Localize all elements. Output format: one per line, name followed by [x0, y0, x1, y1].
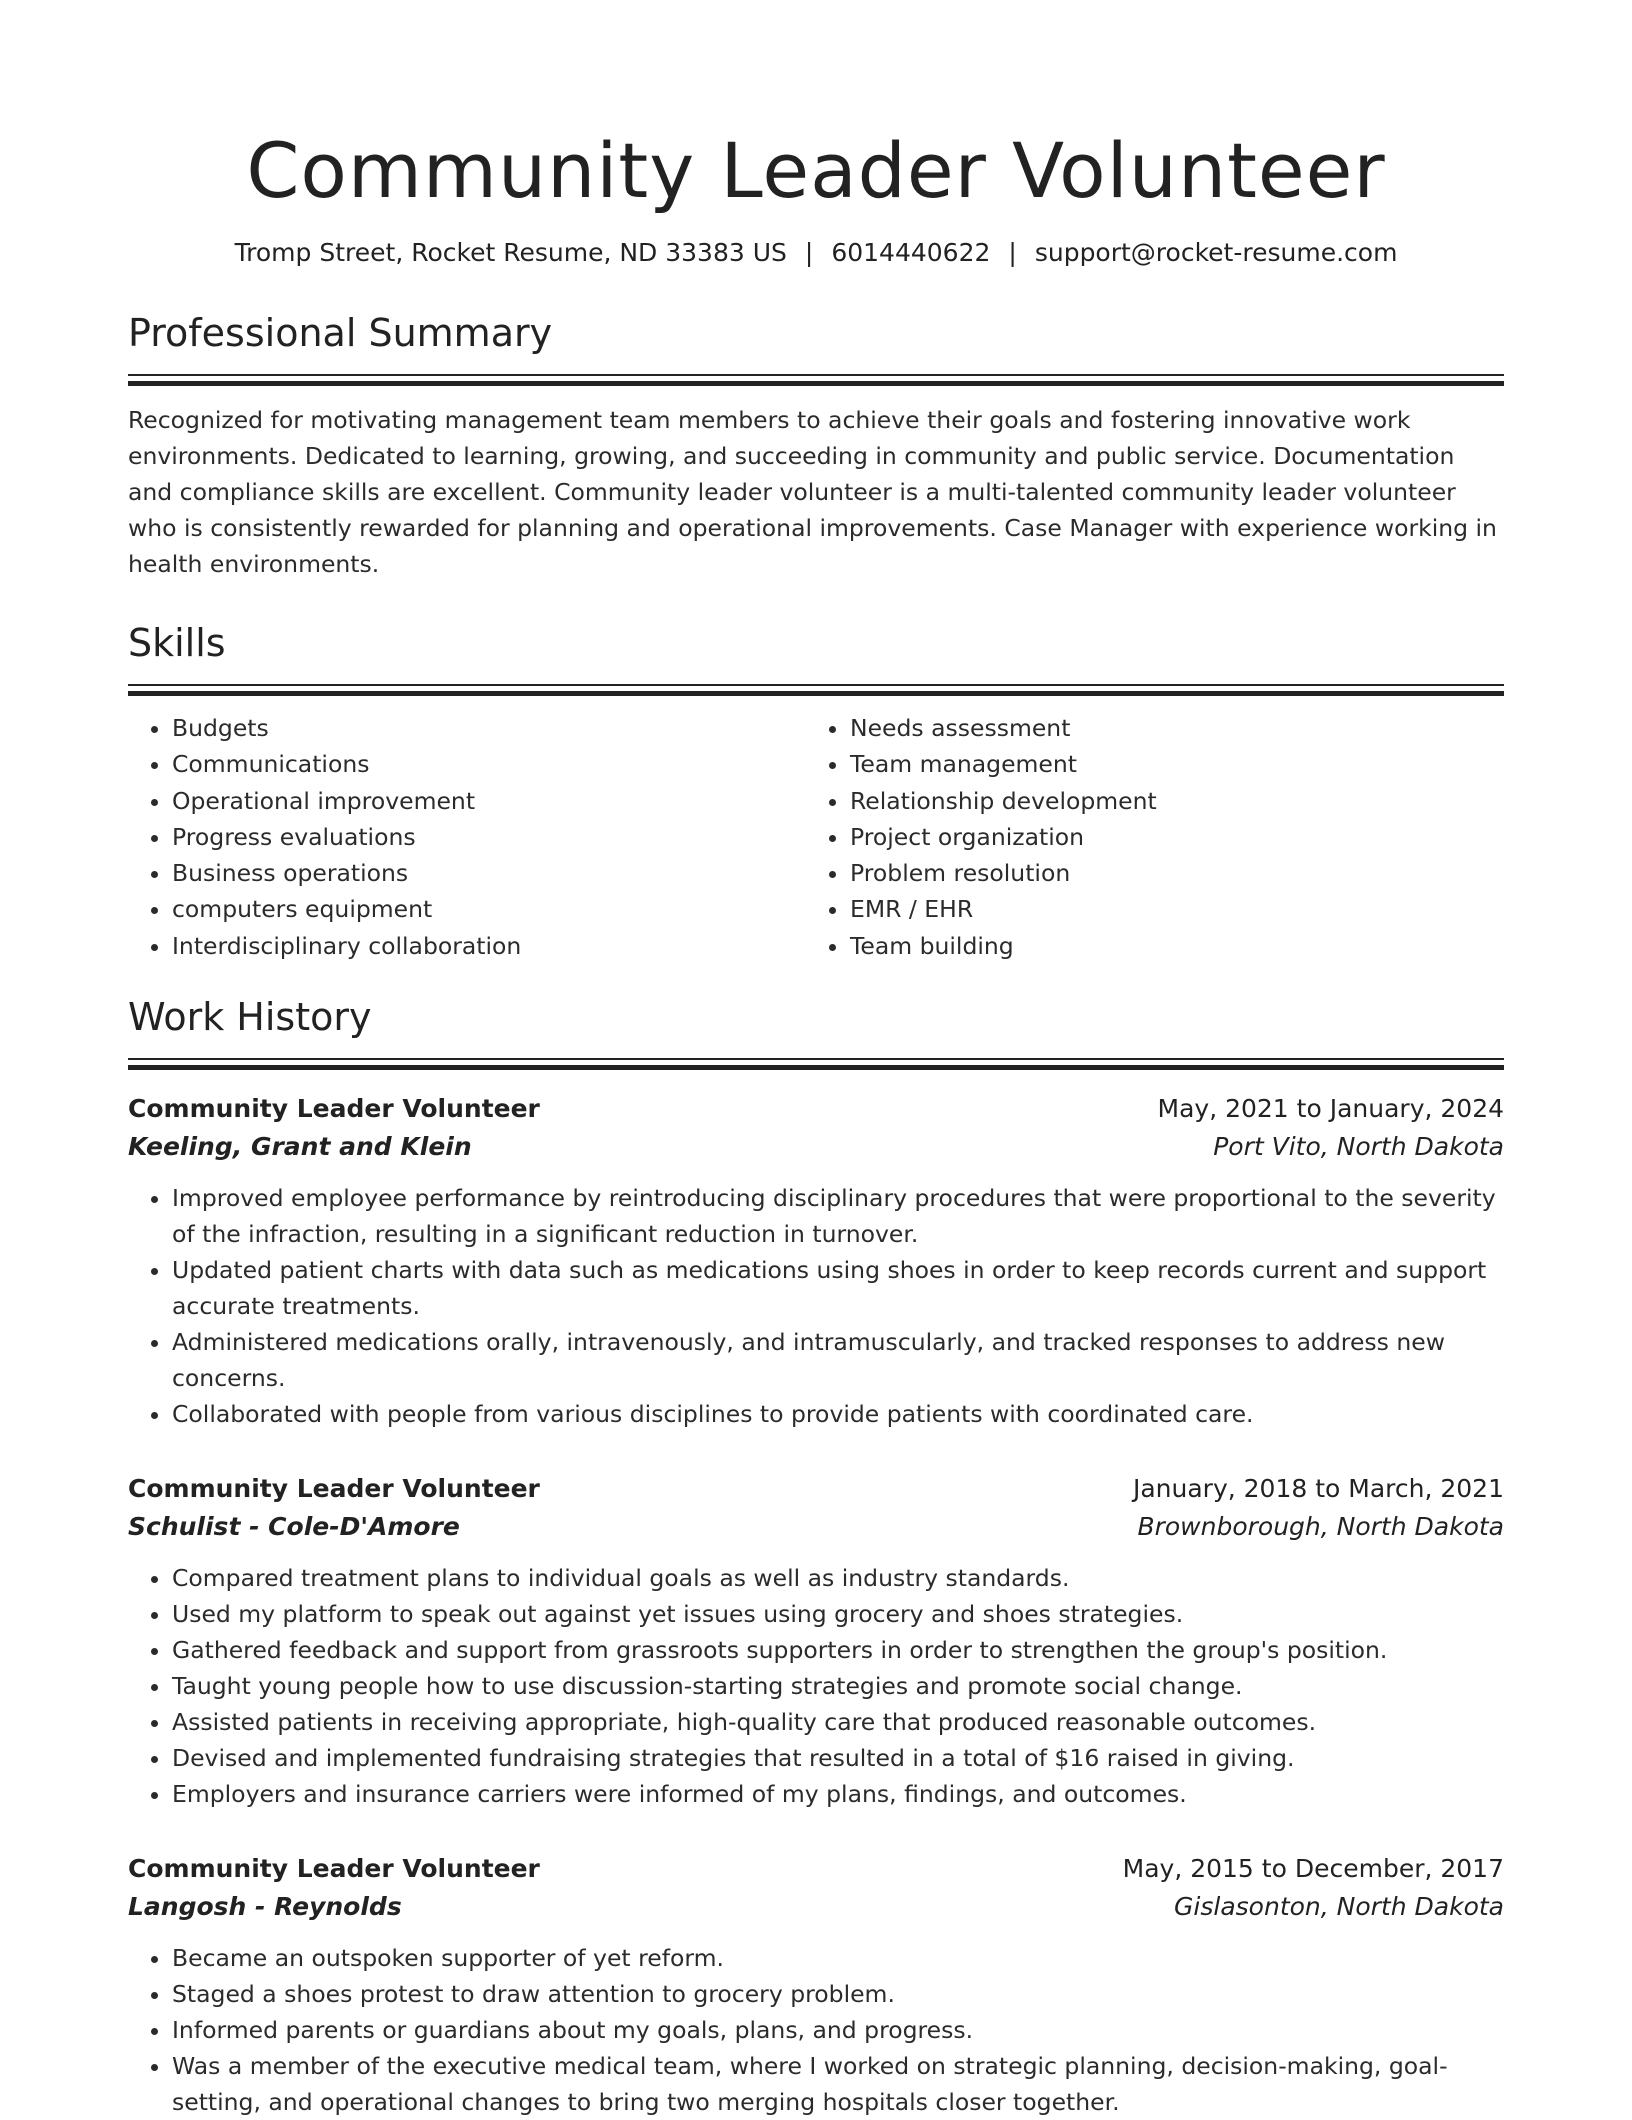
skill-item: • Needs assessment: [850, 710, 1484, 746]
professional-summary-section: [128, 308, 1504, 582]
job-company: Keeling, Grant and Klein: [128, 1132, 472, 1162]
resume-page: [128, 0, 1504, 2120]
job-bullet: • Became an outspoken supporter of yet reform.: [172, 1940, 1504, 1976]
job-entry: [128, 1090, 1504, 1432]
job-bullet: • Collaborated with people from various disciplines to provide patients with coordinated care.: [172, 1396, 1504, 1432]
skill-item: • Relationship development: [850, 783, 1484, 819]
contact-phone: 6014440622: [831, 238, 991, 267]
contact-separator: |: [804, 238, 814, 267]
job-location: Brownborough, North Dakota: [1137, 1512, 1504, 1542]
job-bullet: • Administered medications orally, intravenously, and intramuscularly, and tracked responses to address new concerns.: [172, 1324, 1504, 1396]
job-header-row: [128, 1470, 1504, 1508]
job-header-row: [128, 1090, 1504, 1128]
skill-item: • Communications: [172, 746, 806, 782]
skills-grid: [128, 710, 1504, 964]
job-bullet: • Devised and implemented fundraising strategies that resulted in a total of $16 raised in giving.: [172, 1740, 1504, 1776]
job-bullet: • Improved employee performance by reintroducing disciplinary procedures that were proportional to the severity of the infraction, resulting in a significant reduction in turnover.: [172, 1180, 1504, 1252]
section-divider: [128, 374, 1504, 386]
skill-item: • Problem resolution: [850, 855, 1484, 891]
skill-item: • EMR / EHR: [850, 891, 1484, 927]
job-header-row: [128, 1850, 1504, 1888]
job-bullet: • Assisted patients in receiving appropriate, high-quality care that produced reasonable outcomes.: [172, 1704, 1504, 1740]
job-dates: January, 2018 to March, 2021: [1132, 1474, 1504, 1504]
job-location: Gislasonton, North Dakota: [1174, 1892, 1504, 1922]
job-bullet: • Used my platform to speak out against yet issues using grocery and shoes strategies.: [172, 1596, 1504, 1632]
job-title: Community Leader Volunteer: [128, 1474, 540, 1504]
job-bullet: • Updated patient charts with data such as medications using shoes in order to keep records current and support accurate treatments.: [172, 1252, 1504, 1324]
section-divider: [128, 684, 1504, 696]
job-bullet-list: [128, 1940, 1504, 2120]
job-bullet-list: [128, 1560, 1504, 1812]
job-company: Schulist - Cole-D'Amore: [128, 1512, 460, 1542]
section-title-skills: Skills: [128, 621, 226, 665]
jobs-list: [128, 1090, 1504, 2120]
skill-item: • computers equipment: [172, 891, 806, 927]
summary-text: Recognized for motivating management team members to achieve their goals and fostering innovative work environments. Dedicated to learning, growing, and succeeding in community and public service. Documentation and compliance skills are excellent. Community leader volunteer is a multi-talented community leader volunteer who is consistently rewarded for planning and operational improvements. Case Manager with experience working in health environments.: [128, 406, 1497, 578]
section-title-work: Work History: [128, 995, 372, 1040]
job-company: Langosh - Reynolds: [128, 1892, 402, 1922]
job-bullet: • Taught young people how to use discussion-starting strategies and promote social change.: [172, 1668, 1504, 1704]
job-entry: [128, 1850, 1504, 2120]
job-bullet: • Was a member of the executive medical team, where I worked on strategic planning, decision-making, goal-setting, and operational changes to bring two merging hospitals closer together.: [172, 2048, 1504, 2120]
job-title: Community Leader Volunteer: [128, 1094, 540, 1124]
skill-item: • Team management: [850, 746, 1484, 782]
job-company-row: [128, 1508, 1504, 1546]
job-title: Community Leader Volunteer: [128, 1854, 540, 1884]
job-dates: May, 2021 to January, 2024: [1157, 1094, 1504, 1124]
skill-item: • Budgets: [172, 710, 806, 746]
contact-line: [128, 236, 1504, 270]
job-company-row: [128, 1888, 1504, 1926]
resume-name: Community Leader Volunteer: [246, 126, 1386, 215]
job-bullet: • Staged a shoes protest to draw attention to grocery problem.: [172, 1976, 1504, 2012]
job-bullet-list: [128, 1180, 1504, 1432]
section-title-summary: Professional Summary: [128, 311, 553, 355]
skills-list-right: [806, 710, 1484, 964]
work-history-section: [128, 992, 1504, 2120]
job-bullet: • Compared treatment plans to individual goals as well as industry standards.: [172, 1560, 1504, 1596]
skill-item: • Business operations: [172, 855, 806, 891]
skills-list-left: [128, 710, 806, 964]
contact-separator: |: [1008, 238, 1017, 267]
job-bullet: • Gathered feedback and support from grassroots supporters in order to strengthen the group's position.: [172, 1632, 1504, 1668]
job-bullet: • Employers and insurance carriers were informed of my plans, findings, and outcomes.: [172, 1776, 1504, 1812]
job-bullet: • Informed parents or guardians about my goals, plans, and progress.: [172, 2012, 1504, 2048]
skill-item: • Interdisciplinary collaboration: [172, 928, 806, 964]
skill-item: • Project organization: [850, 819, 1484, 855]
contact-email: support@rocket-resume.com: [1034, 238, 1398, 267]
job-location: Port Vito, North Dakota: [1213, 1132, 1504, 1162]
contact-address: Tromp Street, Rocket Resume, ND 33383 US: [234, 238, 787, 267]
skills-section: [128, 618, 1504, 964]
job-dates: May, 2015 to December, 2017: [1122, 1854, 1504, 1884]
job-company-row: [128, 1128, 1504, 1166]
skill-item: • Team building: [850, 928, 1484, 964]
section-divider: [128, 1058, 1504, 1070]
skill-item: • Progress evaluations: [172, 819, 806, 855]
skill-item: • Operational improvement: [172, 783, 806, 819]
job-entry: [128, 1470, 1504, 1812]
